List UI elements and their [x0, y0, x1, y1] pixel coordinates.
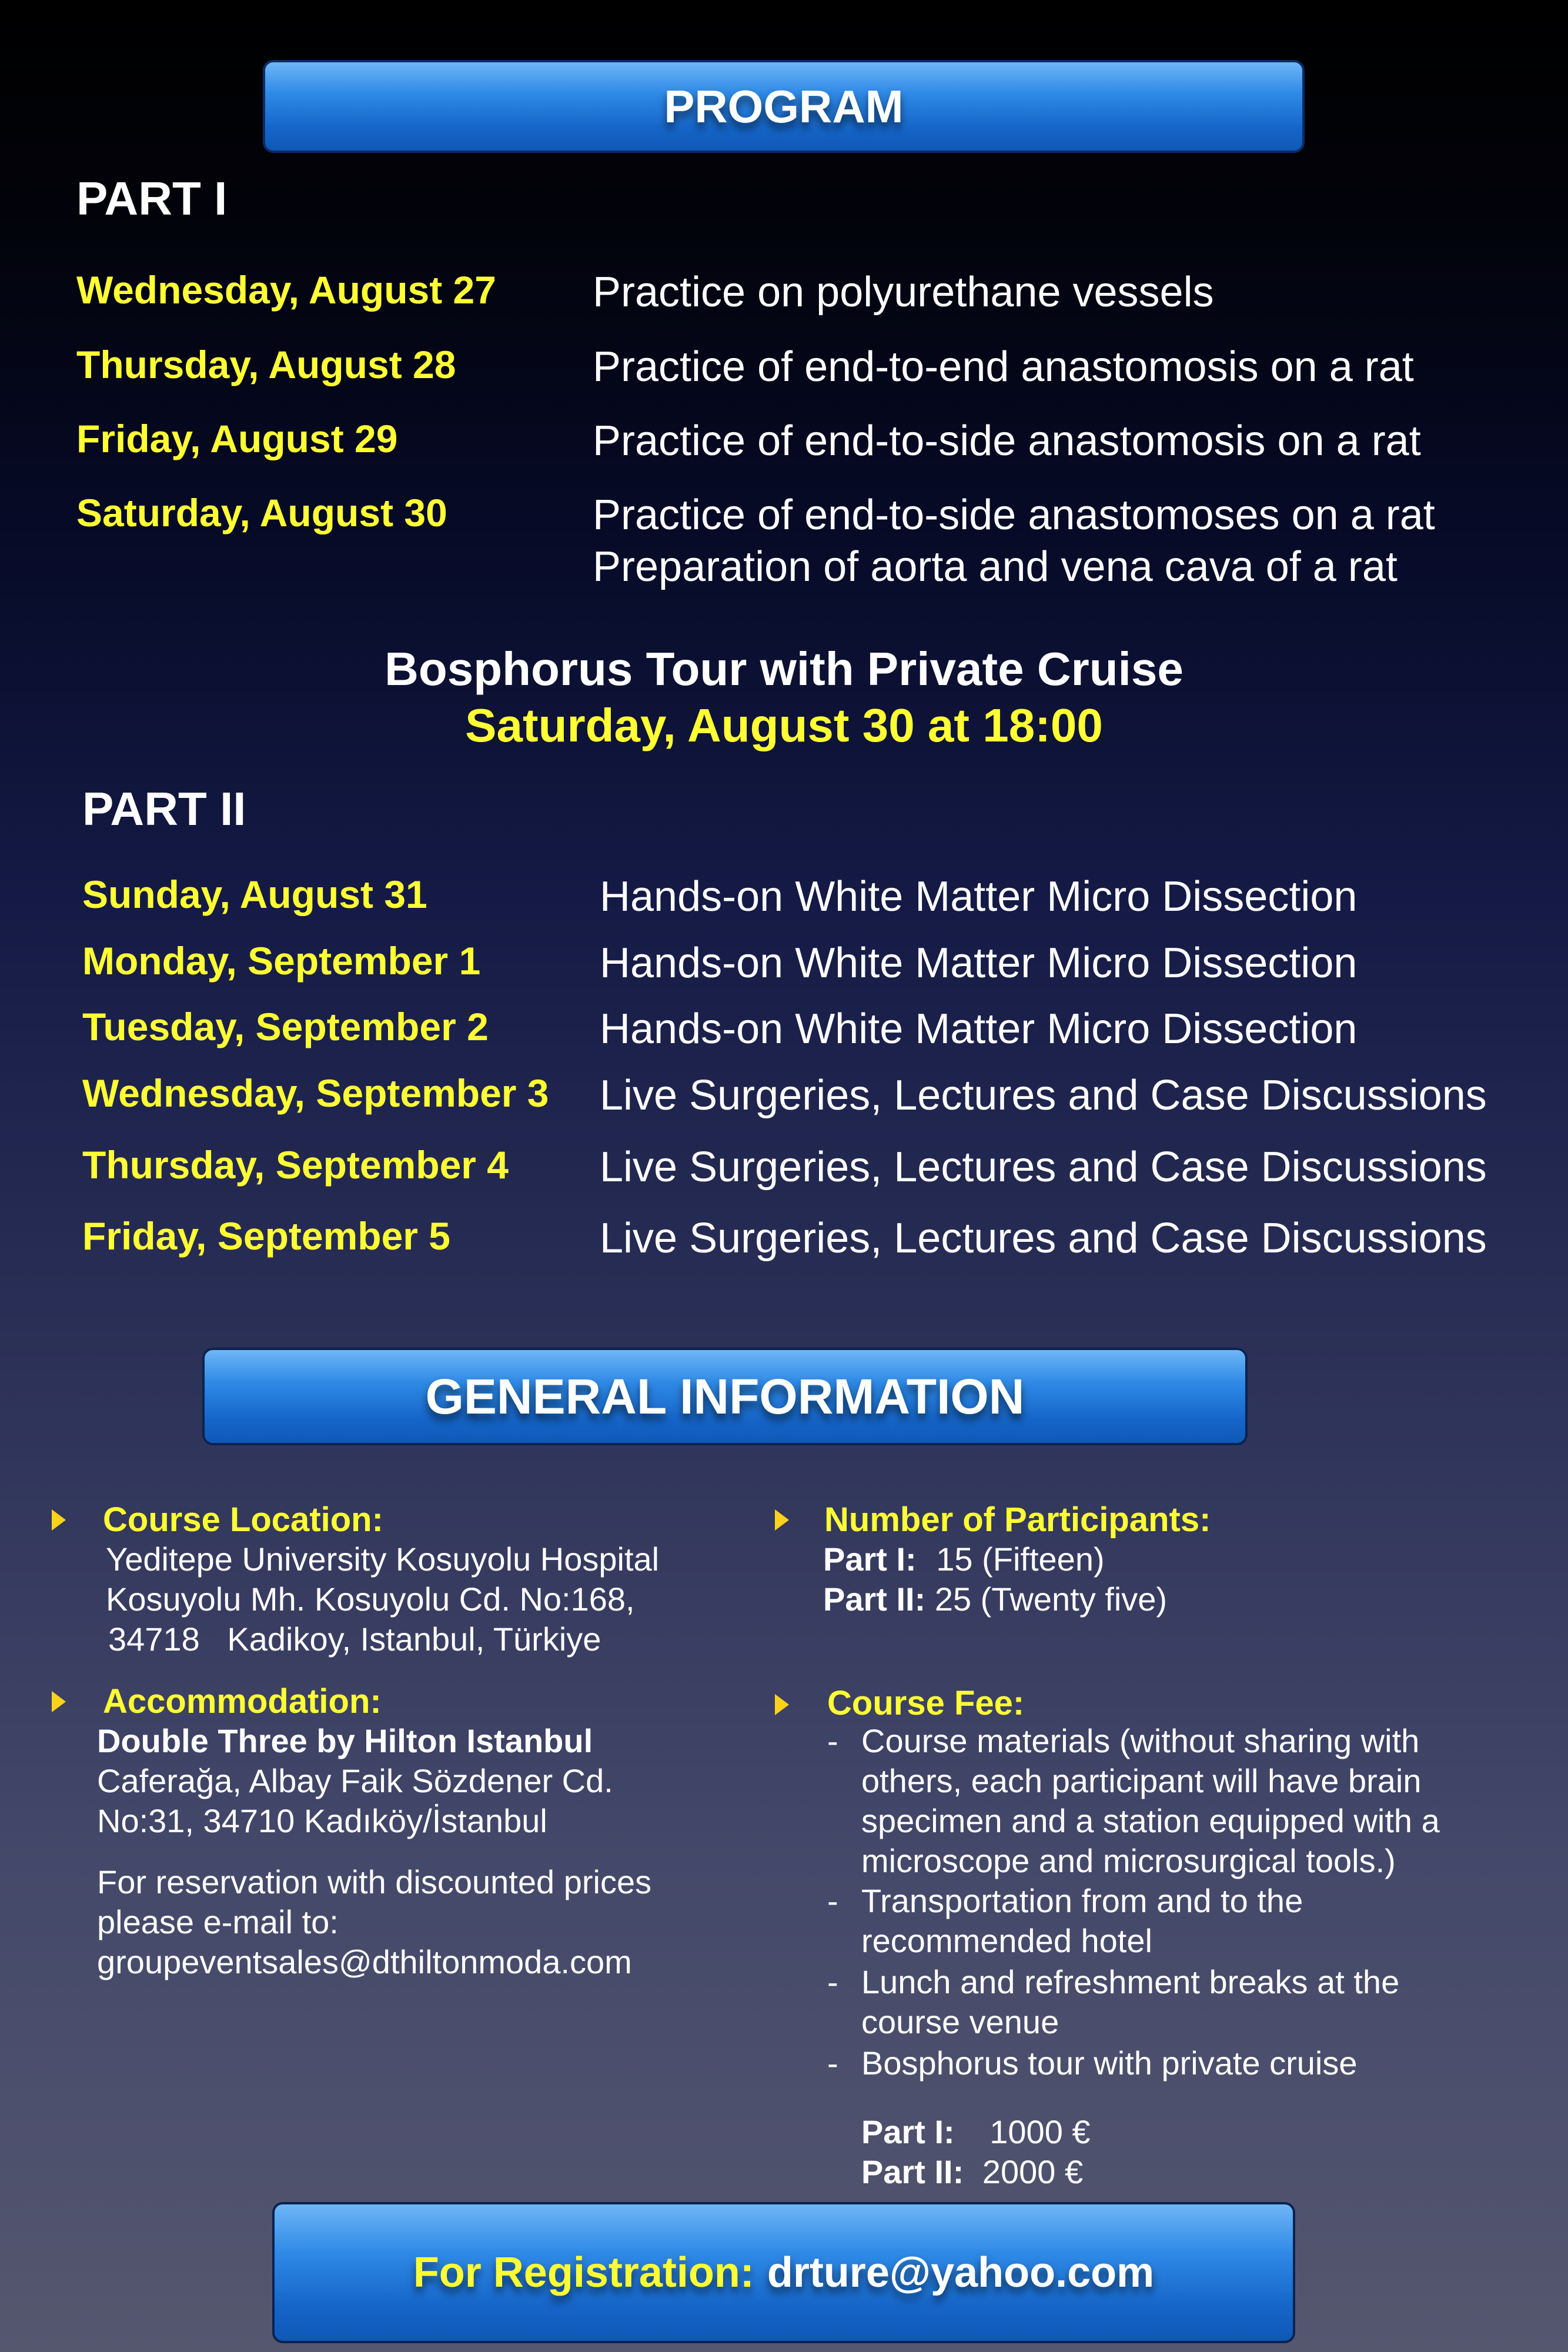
fee-item-line: microscope and microsurgical tools.) — [861, 1842, 1396, 1879]
fee-item-line: recommended hotel — [861, 1922, 1152, 1959]
bullet-arrow-icon — [775, 1694, 789, 1715]
fee-part2-value: 2000 € — [982, 2153, 1084, 2190]
schedule-activity-secondary: Preparation of aorta and vena cava of a rat — [593, 543, 1398, 590]
fee-item-line: Bosphorus tour with private cruise — [861, 2044, 1358, 2082]
schedule-day: Thursday, August 28 — [76, 343, 456, 386]
hotel-address-line: Caferağa, Albay Faik Sözdener Cd. — [97, 1762, 613, 1799]
course-location-line: 34718 Kadikoy, Istanbul, Türkiye — [108, 1621, 601, 1658]
general-info-banner — [202, 1348, 1248, 1445]
schedule-activity: Live Surgeries, Lectures and Case Discussions — [600, 1215, 1487, 1262]
schedule-day: Friday, September 5 — [82, 1214, 451, 1258]
reservation-line: please e-mail to: — [97, 1903, 339, 1940]
bullet-arrow-icon — [775, 1509, 789, 1531]
fee-part1-label: Part I: — [861, 2113, 955, 2150]
participants-part2 — [823, 1579, 1167, 1619]
fee-item-line: course venue — [861, 2003, 1059, 2040]
schedule-activity: Hands-on White Matter Micro Dissection — [600, 873, 1358, 920]
schedule-day: Monday, September 1 — [82, 939, 481, 983]
course-location-line: Yeditepe University Kosuyolu Hospital — [106, 1541, 660, 1578]
program-banner-label: PROGRAM — [664, 80, 904, 132]
tour-title: Bosphorus Tour with Private Cruise — [385, 643, 1183, 695]
fee-item-line: Transportation from and to the — [861, 1882, 1303, 1919]
bullet-arrow-icon — [52, 1509, 66, 1531]
schedule-activity: Practice of end-to-side anastomoses on a rat — [593, 492, 1435, 539]
fee-item: - Lunch and refreshment breaks at the course venue — [861, 1962, 1399, 2042]
schedule-day: Wednesday, September 3 — [82, 1071, 549, 1115]
participants-part2-label: Part II: — [823, 1581, 926, 1618]
fee-item-line: specimen and a station equipped with a — [861, 1802, 1440, 1839]
participants-part1-value: 15 (Fifteen) — [936, 1541, 1105, 1578]
schedule-day: Friday, August 29 — [76, 417, 398, 460]
hotel-name: Double Three by Hilton Istanbul — [97, 1722, 593, 1759]
fee-part2-label: Part II: — [861, 2153, 964, 2190]
schedule-activity: Live Surgeries, Lectures and Case Discussions — [600, 1072, 1487, 1119]
fee-item-line: others, each participant will have brain — [861, 1762, 1422, 1799]
course-location-title: Course Location: — [103, 1501, 383, 1539]
fee-item: - Transportation from and to the recommended hotel — [861, 1881, 1303, 1961]
course-location-line: Kosuyolu Mh. Kosuyolu Cd. No:168, — [106, 1581, 635, 1618]
fee-item: - Bosphorus tour with private cruise — [861, 2043, 1358, 2083]
fee-part1 — [861, 2112, 1091, 2152]
accommodation-title: Accommodation: — [103, 1682, 382, 1720]
registration-label: For Registration: — [413, 2249, 754, 2296]
participants-part1-label: Part I: — [823, 1541, 917, 1578]
schedule-day: Tuesday, September 2 — [82, 1005, 489, 1048]
registration-email[interactable]: drture@yahoo.com — [767, 2249, 1155, 2296]
part2-heading: PART II — [82, 783, 246, 835]
fee-item-line: Lunch and refreshment breaks at the — [861, 1963, 1400, 2000]
participants-part1 — [823, 1539, 1105, 1579]
schedule-day: Thursday, September 4 — [82, 1143, 509, 1187]
hotel-address-line: No:31, 34710 Kadıköy/İstanbul — [97, 1802, 547, 1839]
schedule-activity: Hands-on White Matter Micro Dissection — [600, 1005, 1358, 1053]
schedule-activity: Practice of end-to-side anastomosis on a rat — [593, 417, 1421, 465]
reservation-email[interactable]: groupeventsales@dthiltonmoda.com — [97, 1943, 632, 1980]
bullet-arrow-icon — [52, 1691, 66, 1712]
participants-part2-value: 25 (Twenty five) — [934, 1581, 1168, 1618]
fee-item-line: Course materials (without sharing with — [861, 1722, 1420, 1759]
schedule-day: Saturday, August 30 — [76, 491, 447, 534]
schedule-day: Sunday, August 31 — [82, 873, 427, 916]
fee-part1-value: 1000 € — [989, 2113, 1091, 2150]
registration-banner — [272, 2202, 1295, 2343]
schedule-activity: Practice of end-to-end anastomosis on a rat — [593, 343, 1414, 390]
part1-heading: PART I — [76, 172, 228, 225]
tour-date: Saturday, August 30 at 18:00 — [465, 699, 1103, 751]
fee-item: - Course materials (without sharing with others, each participant will have brain specimen and a station equipped with a microscope and microsurgical tools.) — [861, 1721, 1440, 1881]
course-fee-title: Course Fee: — [827, 1684, 1025, 1722]
fee-part2 — [861, 2152, 1083, 2192]
schedule-activity: Practice on polyurethane vessels — [593, 269, 1214, 316]
participants-title: Number of Participants: — [824, 1501, 1211, 1539]
schedule-day: Wednesday, August 27 — [76, 268, 496, 312]
reservation-line: For reservation with discounted prices — [97, 1863, 652, 1900]
program-banner — [263, 60, 1305, 153]
schedule-activity: Hands-on White Matter Micro Dissection — [600, 940, 1358, 987]
schedule-activity: Live Surgeries, Lectures and Case Discussions — [600, 1144, 1487, 1191]
general-info-banner-label: GENERAL INFORMATION — [425, 1368, 1025, 1424]
